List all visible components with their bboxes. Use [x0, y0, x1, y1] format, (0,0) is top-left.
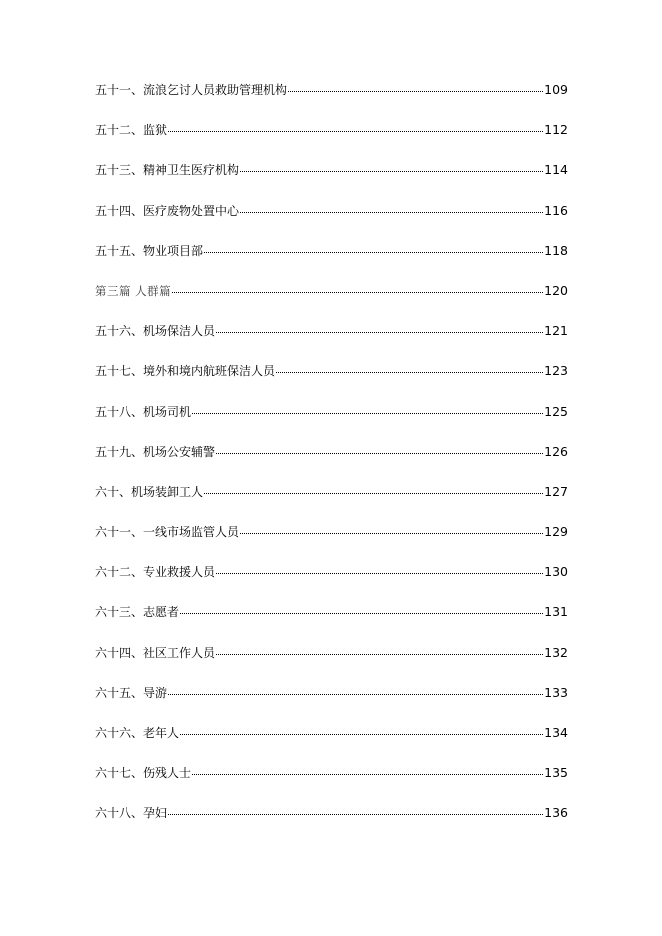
dot-leader: [216, 561, 543, 574]
toc-page-number: 129: [544, 524, 568, 540]
toc-page-number: 136: [544, 805, 568, 821]
toc-page-number: 132: [544, 644, 568, 660]
toc-entry-label: 六十三、志愿者: [95, 605, 180, 620]
toc-entry[interactable]: [95, 803, 568, 843]
dot-leader: [192, 762, 543, 775]
toc-entry[interactable]: [95, 241, 568, 281]
toc-entry-label: 六十四、社区工作人员: [95, 645, 216, 660]
toc-entry-label: 六十一、一线市场监管人员: [95, 525, 240, 540]
toc-entry[interactable]: [95, 482, 568, 522]
toc-entry-label: 五十四、医疗废物处置中心: [95, 203, 240, 218]
toc-entry-label: 六十、机场装卸工人: [95, 484, 204, 499]
toc-entry-label: 六十五、导游: [95, 685, 168, 700]
toc-entry[interactable]: [95, 120, 568, 160]
dot-leader: [204, 240, 543, 253]
toc-page-number: 118: [544, 242, 568, 258]
toc-entry-label: 六十七、伤残人士: [95, 766, 192, 781]
toc-page-number: 130: [544, 564, 568, 580]
toc-entry-label: 五十八、机场司机: [95, 404, 192, 419]
toc-page-number: 131: [544, 604, 568, 620]
toc-page-number: 114: [544, 162, 568, 178]
toc-entry-label: 五十九、机场公安辅警: [95, 444, 216, 459]
toc-page-number: 127: [544, 483, 568, 499]
dot-leader: [288, 79, 543, 92]
toc-entry[interactable]: [95, 522, 568, 562]
toc-page-number: 125: [544, 403, 568, 419]
dot-leader: [216, 320, 543, 333]
toc-page-number: 121: [544, 323, 568, 339]
toc-entry-label: 五十五、物业项目部: [95, 243, 204, 258]
dot-leader: [216, 441, 543, 454]
toc-entry-label: 五十七、境外和境内航班保洁人员: [95, 364, 276, 379]
toc-entry-label: 五十三、精神卫生医疗机构: [95, 163, 240, 178]
toc-entry[interactable]: [95, 442, 568, 482]
toc-entry-label: 五十一、流浪乞讨人员救助管理机构: [95, 83, 288, 97]
dot-leader: [192, 401, 543, 414]
toc-entry-label: 五十六、机场保洁人员: [95, 324, 216, 339]
toc-page-number: 135: [544, 765, 568, 781]
dot-leader: [216, 642, 543, 655]
toc-part-heading[interactable]: [95, 281, 568, 321]
toc-part-label: 第三篇 人群篇: [95, 283, 172, 298]
dot-leader: [240, 521, 543, 534]
toc-page-number: 133: [544, 684, 568, 700]
toc-entry[interactable]: [95, 80, 568, 120]
toc-entry[interactable]: [95, 160, 568, 200]
toc-entry[interactable]: [95, 602, 568, 642]
dot-leader: [168, 682, 543, 695]
toc-entry[interactable]: [95, 562, 568, 602]
toc-page-number: 116: [544, 202, 568, 218]
toc-entry-label: 六十八、孕妇: [95, 806, 168, 821]
toc-page-number: 120: [544, 282, 568, 298]
toc-entry[interactable]: [95, 201, 568, 241]
toc-page-number: 112: [544, 122, 568, 138]
toc-entry[interactable]: [95, 683, 568, 723]
table-of-contents: [95, 80, 568, 844]
toc-page-number: 109: [544, 82, 568, 97]
toc-entry[interactable]: [95, 402, 568, 442]
toc-entry-label: 六十六、老年人: [95, 726, 180, 740]
dot-leader: [240, 200, 543, 213]
dot-leader: [240, 159, 543, 172]
toc-entry-label: 六十二、专业救援人员: [95, 565, 216, 580]
toc-entry[interactable]: [95, 361, 568, 401]
toc-page-number: 134: [544, 725, 568, 740]
dot-leader: [168, 802, 543, 815]
toc-page-number: 126: [544, 443, 568, 459]
toc-entry[interactable]: [95, 321, 568, 361]
dot-leader: [172, 280, 543, 293]
toc-entry[interactable]: [95, 763, 568, 803]
dot-leader: [276, 360, 543, 373]
dot-leader: [180, 722, 543, 735]
toc-page-number: 123: [544, 363, 568, 379]
toc-entry-label: 五十二、监狱: [95, 123, 168, 138]
toc-entry[interactable]: [95, 643, 568, 683]
toc-entry[interactable]: [95, 723, 568, 763]
dot-leader: [180, 601, 543, 614]
dot-leader: [204, 481, 543, 494]
dot-leader: [168, 119, 543, 132]
